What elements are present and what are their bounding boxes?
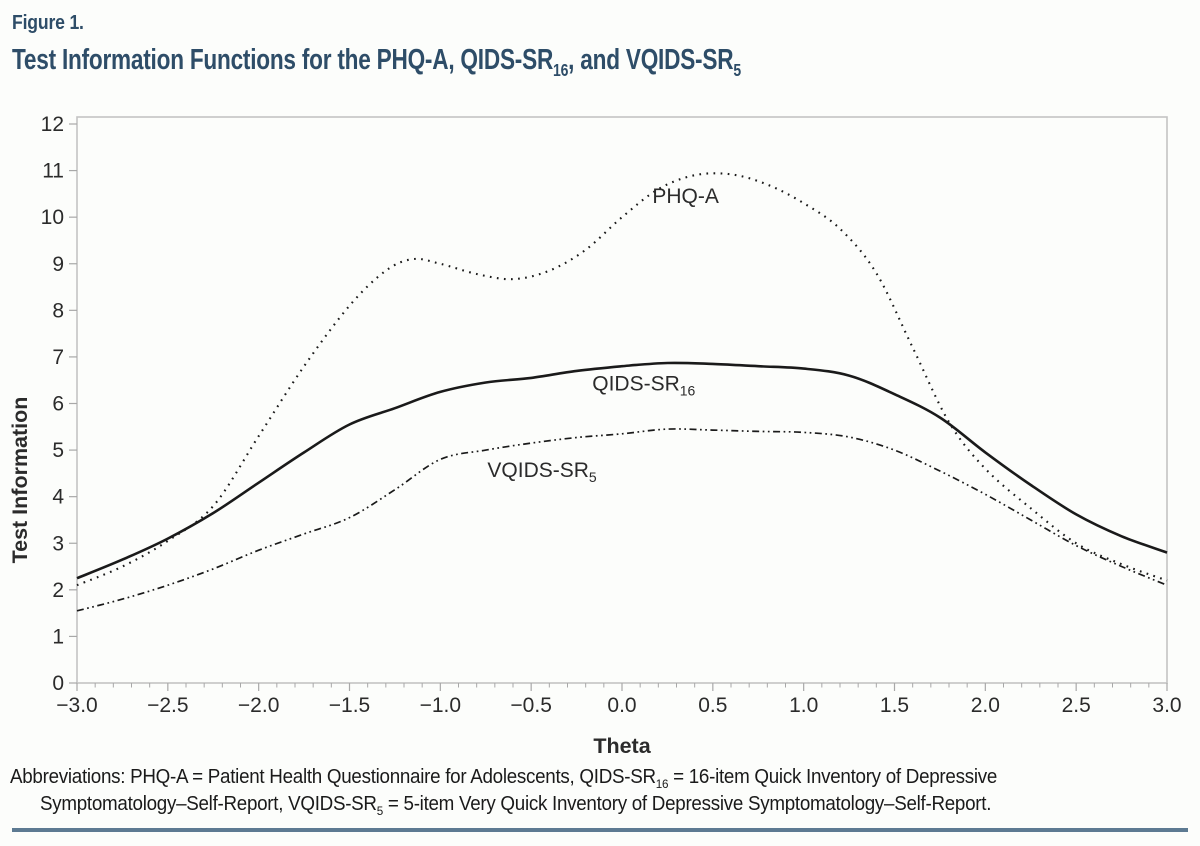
- label-text: PHQ-A: [652, 185, 719, 209]
- subscript: 5: [733, 59, 741, 80]
- label-subscript: 5: [588, 469, 597, 486]
- x-tick-label: 2.0: [970, 694, 1000, 717]
- label-text: VQIDS-SR: [487, 459, 589, 483]
- chart-area: [0, 100, 1200, 762]
- x-tick-label: 2.5: [1061, 694, 1091, 717]
- y-tick-label: 3: [52, 532, 64, 556]
- x-tick-label: 0.0: [607, 694, 637, 717]
- x-tick-label: −1.0: [419, 694, 462, 717]
- subscript: 16: [655, 776, 669, 791]
- vqids-sr5-curve: [77, 429, 1167, 611]
- plot-frame: [77, 117, 1167, 683]
- y-tick-label: 9: [52, 252, 64, 276]
- figure-label: Figure 1.: [12, 12, 84, 34]
- y-tick-label: 4: [52, 485, 64, 509]
- y-tick-label: 1: [52, 625, 64, 649]
- footnote-line-1: Abbreviations: PHQ-A = Patient Health Questionnaire for Adolescents, QIDS-$SR_{16}$ = 16-item Quick Inventory of Depressive: [10, 766, 998, 791]
- x-tick-label: 1.5: [879, 694, 910, 717]
- footnote-line-2: Symptomatology–Self-Report, VQIDS-$SR_5$ = 5-item Very Quick Inventory of Depressive Symptomatology–Self-Report.: [40, 793, 992, 818]
- y-tick-label: 10: [40, 206, 64, 230]
- x-axis-title: Theta: [593, 734, 651, 758]
- y-tick-label: 11: [42, 159, 64, 183]
- test-information-chart: [0, 100, 1200, 762]
- phq-a-label: [652, 185, 719, 208]
- x-tick-label: −2.0: [237, 694, 280, 717]
- y-tick-label: 0: [52, 672, 64, 695]
- vqids-sr5-label: [487, 459, 597, 485]
- label-text: QIDS-SR: [592, 372, 680, 396]
- subscript: 16: [553, 59, 569, 80]
- subscript: 5: [376, 803, 383, 818]
- y-tick-label: 7: [52, 345, 64, 369]
- figure-title: Test Information Functions for the PHQ-A, QIDS-$SR_{16}$, and VQIDS-$SR_5$: [12, 44, 741, 80]
- x-tick-label: 3.0: [1152, 694, 1182, 717]
- x-tick-label: −3.0: [56, 694, 98, 717]
- y-tick-label: 12: [40, 113, 64, 136]
- x-tick-label: 1.0: [789, 694, 819, 717]
- y-axis-title: Test Information: [8, 396, 32, 564]
- label-subscript: 16: [679, 382, 696, 399]
- x-tick-label: −0.5: [510, 694, 552, 717]
- x-tick-label: −1.5: [328, 694, 371, 717]
- qids-sr16-label: [592, 372, 695, 398]
- x-tick-label: −2.5: [147, 694, 189, 717]
- y-tick-label: 5: [52, 439, 64, 463]
- y-tick-label: 6: [52, 392, 64, 416]
- y-tick-label: 8: [52, 299, 64, 323]
- x-tick-label: 0.5: [698, 694, 728, 717]
- y-tick-label: 2: [52, 578, 64, 602]
- bottom-rule: [12, 828, 1188, 832]
